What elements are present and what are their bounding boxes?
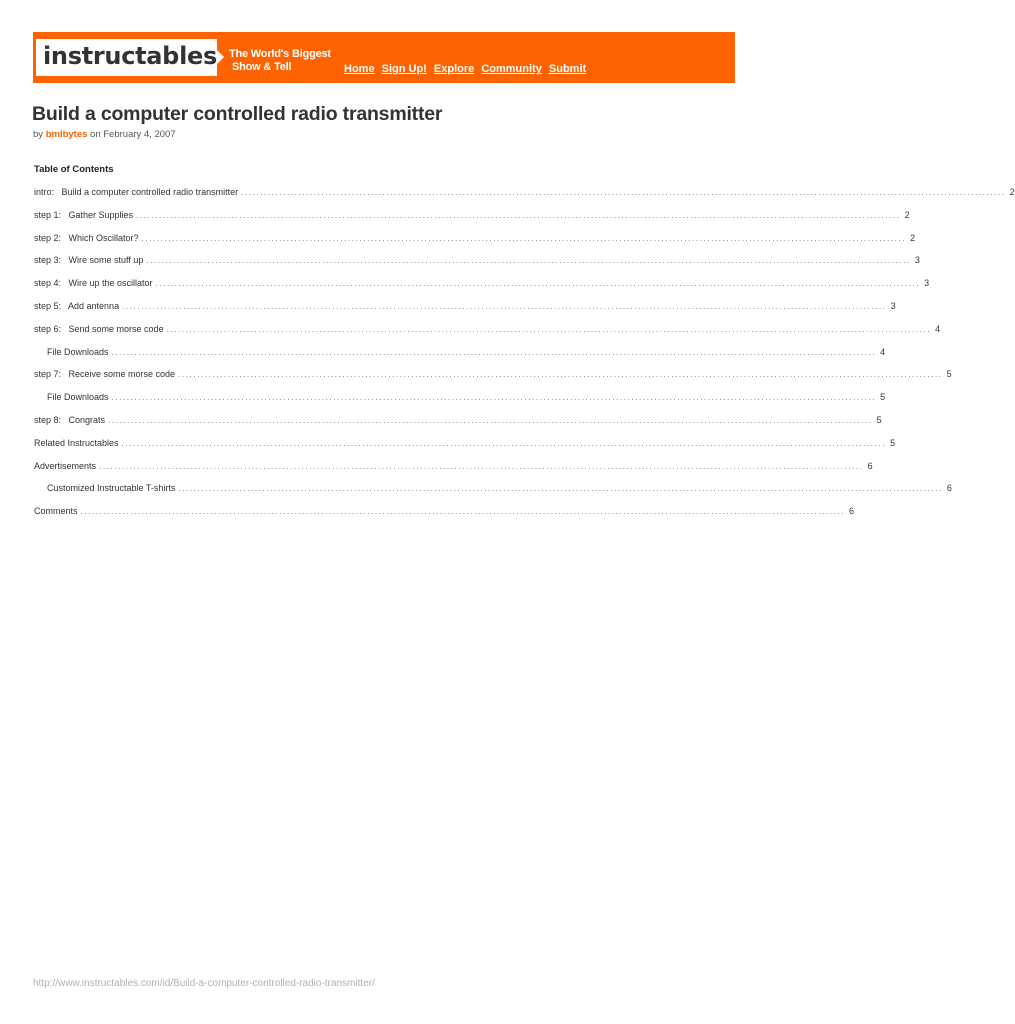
toc-dot-leader: ........................................................................................................................................................................................................ [166, 324, 932, 334]
toc-heading: Table of Contents [34, 164, 114, 175]
toc-dot-leader: ........................................................................................................................................................................................................ [146, 256, 911, 266]
logo-pointer-shape [217, 50, 224, 64]
toc-entry-page: 2 [910, 232, 916, 243]
toc-entry[interactable] [34, 346, 886, 370]
tagline-line-2: Show & Tell [232, 61, 292, 73]
toc-entry[interactable] [34, 209, 910, 233]
footer-url: http://www.instructables.com/id/Build-a-computer-controlled-radio-transmitter/ [33, 978, 375, 989]
page-title: Build a computer controlled radio transmitter [32, 103, 443, 125]
toc-dot-leader: ........................................................................................................................................................................................................ [136, 210, 901, 220]
logo-text: instructables [43, 42, 217, 70]
toc-dot-leader: ........................................................................................................................................................................................................ [80, 507, 846, 517]
toc-dot-leader: ........................................................................................................................................................................................................ [178, 370, 943, 380]
toc-entry-label[interactable]: Customized Instructable T-shirts [47, 483, 176, 494]
toc-entry[interactable] [34, 414, 882, 438]
nav-community-link[interactable]: Community [481, 63, 542, 75]
toc-entry-label[interactable]: step 6: Send some morse code [34, 323, 164, 334]
nav-explore-link[interactable]: Explore [433, 63, 475, 75]
top-nav [344, 63, 590, 75]
toc-entry[interactable] [34, 392, 886, 415]
toc-entry[interactable] [34, 369, 952, 392]
toc-entry[interactable] [34, 483, 952, 506]
toc-entry[interactable] [34, 278, 930, 301]
byline-prefix: by [33, 129, 46, 140]
toc-entry-page: 6 [849, 506, 855, 517]
toc-dot-leader: ........................................................................................................................................................................................................ [111, 393, 877, 403]
toc-entry[interactable] [34, 437, 896, 461]
toc-entry-page: 5 [876, 414, 882, 425]
toc-dot-leader: ........................................................................................................................................................................................................ [122, 301, 887, 311]
toc-entry[interactable] [34, 255, 920, 278]
author-link[interactable]: bmlbytes [45, 129, 88, 140]
toc-entry[interactable] [34, 506, 855, 529]
toc-entry-label[interactable]: step 7: Receive some morse code [34, 369, 176, 380]
toc-entry-label[interactable]: step 4: Wire up the oscillator [34, 278, 153, 289]
toc-entry[interactable] [34, 187, 1015, 210]
toc-dot-leader: ........................................................................................................................................................................................................ [141, 233, 907, 243]
toc-entry-page: 2 [904, 209, 910, 220]
publish-date: on February 4, 2007 [87, 129, 176, 140]
toc-entry-page: 3 [914, 255, 920, 266]
toc-entry-label[interactable]: Comments [34, 506, 78, 517]
toc-entry[interactable] [34, 300, 896, 324]
toc-entry-label[interactable]: Advertisements [34, 460, 97, 471]
toc-entry-page: 5 [890, 437, 896, 448]
toc-entry-page: 4 [880, 346, 886, 357]
toc-entry-page: 2 [1009, 187, 1015, 197]
toc-dot-leader: ........................................................................................................................................................................................................ [99, 461, 864, 471]
tagline-line-1: The World's Biggest [229, 48, 331, 60]
toc-entry-page: 3 [890, 300, 896, 311]
toc-entry-label[interactable]: step 8: Congrats [34, 414, 106, 425]
toc-entry-label[interactable]: intro: Build a computer controlled radio transmitter [34, 187, 239, 197]
header-banner [33, 32, 735, 83]
toc-entry-page: 4 [935, 323, 941, 334]
toc-entry[interactable] [34, 460, 873, 484]
toc-dot-leader: ........................................................................................................................................................................................................ [108, 415, 873, 425]
toc-entry-page: 5 [946, 369, 952, 380]
table-of-contents [34, 187, 1015, 529]
toc-entry-page: 6 [946, 483, 952, 494]
nav-signup-link[interactable]: Sign Up! [381, 63, 427, 75]
toc-entry-label[interactable]: File Downloads [47, 346, 109, 357]
toc-entry[interactable] [34, 323, 941, 347]
toc-entry-page: 6 [867, 460, 873, 471]
toc-dot-leader: ........................................................................................................................................................................................................ [111, 347, 877, 357]
toc-entry[interactable] [34, 232, 916, 256]
toc-dot-leader: ........................................................................................................................................................................................................ [241, 188, 1006, 197]
toc-entry-label[interactable]: step 2: Which Oscillator? [34, 232, 139, 243]
byline [33, 129, 176, 140]
toc-dot-leader: ........................................................................................................................................................................................................ [155, 279, 921, 289]
toc-dot-leader: ........................................................................................................................................................................................................ [121, 438, 887, 448]
toc-entry-page: 3 [924, 278, 930, 289]
site-logo[interactable] [36, 39, 217, 76]
nav-home-link[interactable]: Home [344, 63, 375, 75]
toc-entry-label[interactable]: step 3: Wire some stuff up [34, 255, 144, 266]
toc-entry-label[interactable]: File Downloads [47, 392, 109, 403]
toc-entry-label[interactable]: step 1: Gather Supplies [34, 209, 134, 220]
toc-entry-label[interactable]: step 5: Add antenna [34, 300, 120, 311]
toc-entry-page: 5 [880, 392, 886, 403]
nav-submit-link[interactable]: Submit [548, 63, 587, 75]
toc-dot-leader: ........................................................................................................................................................................................................ [178, 484, 943, 494]
site-tagline [229, 48, 331, 74]
toc-entry-label[interactable]: Related Instructables [34, 437, 119, 448]
